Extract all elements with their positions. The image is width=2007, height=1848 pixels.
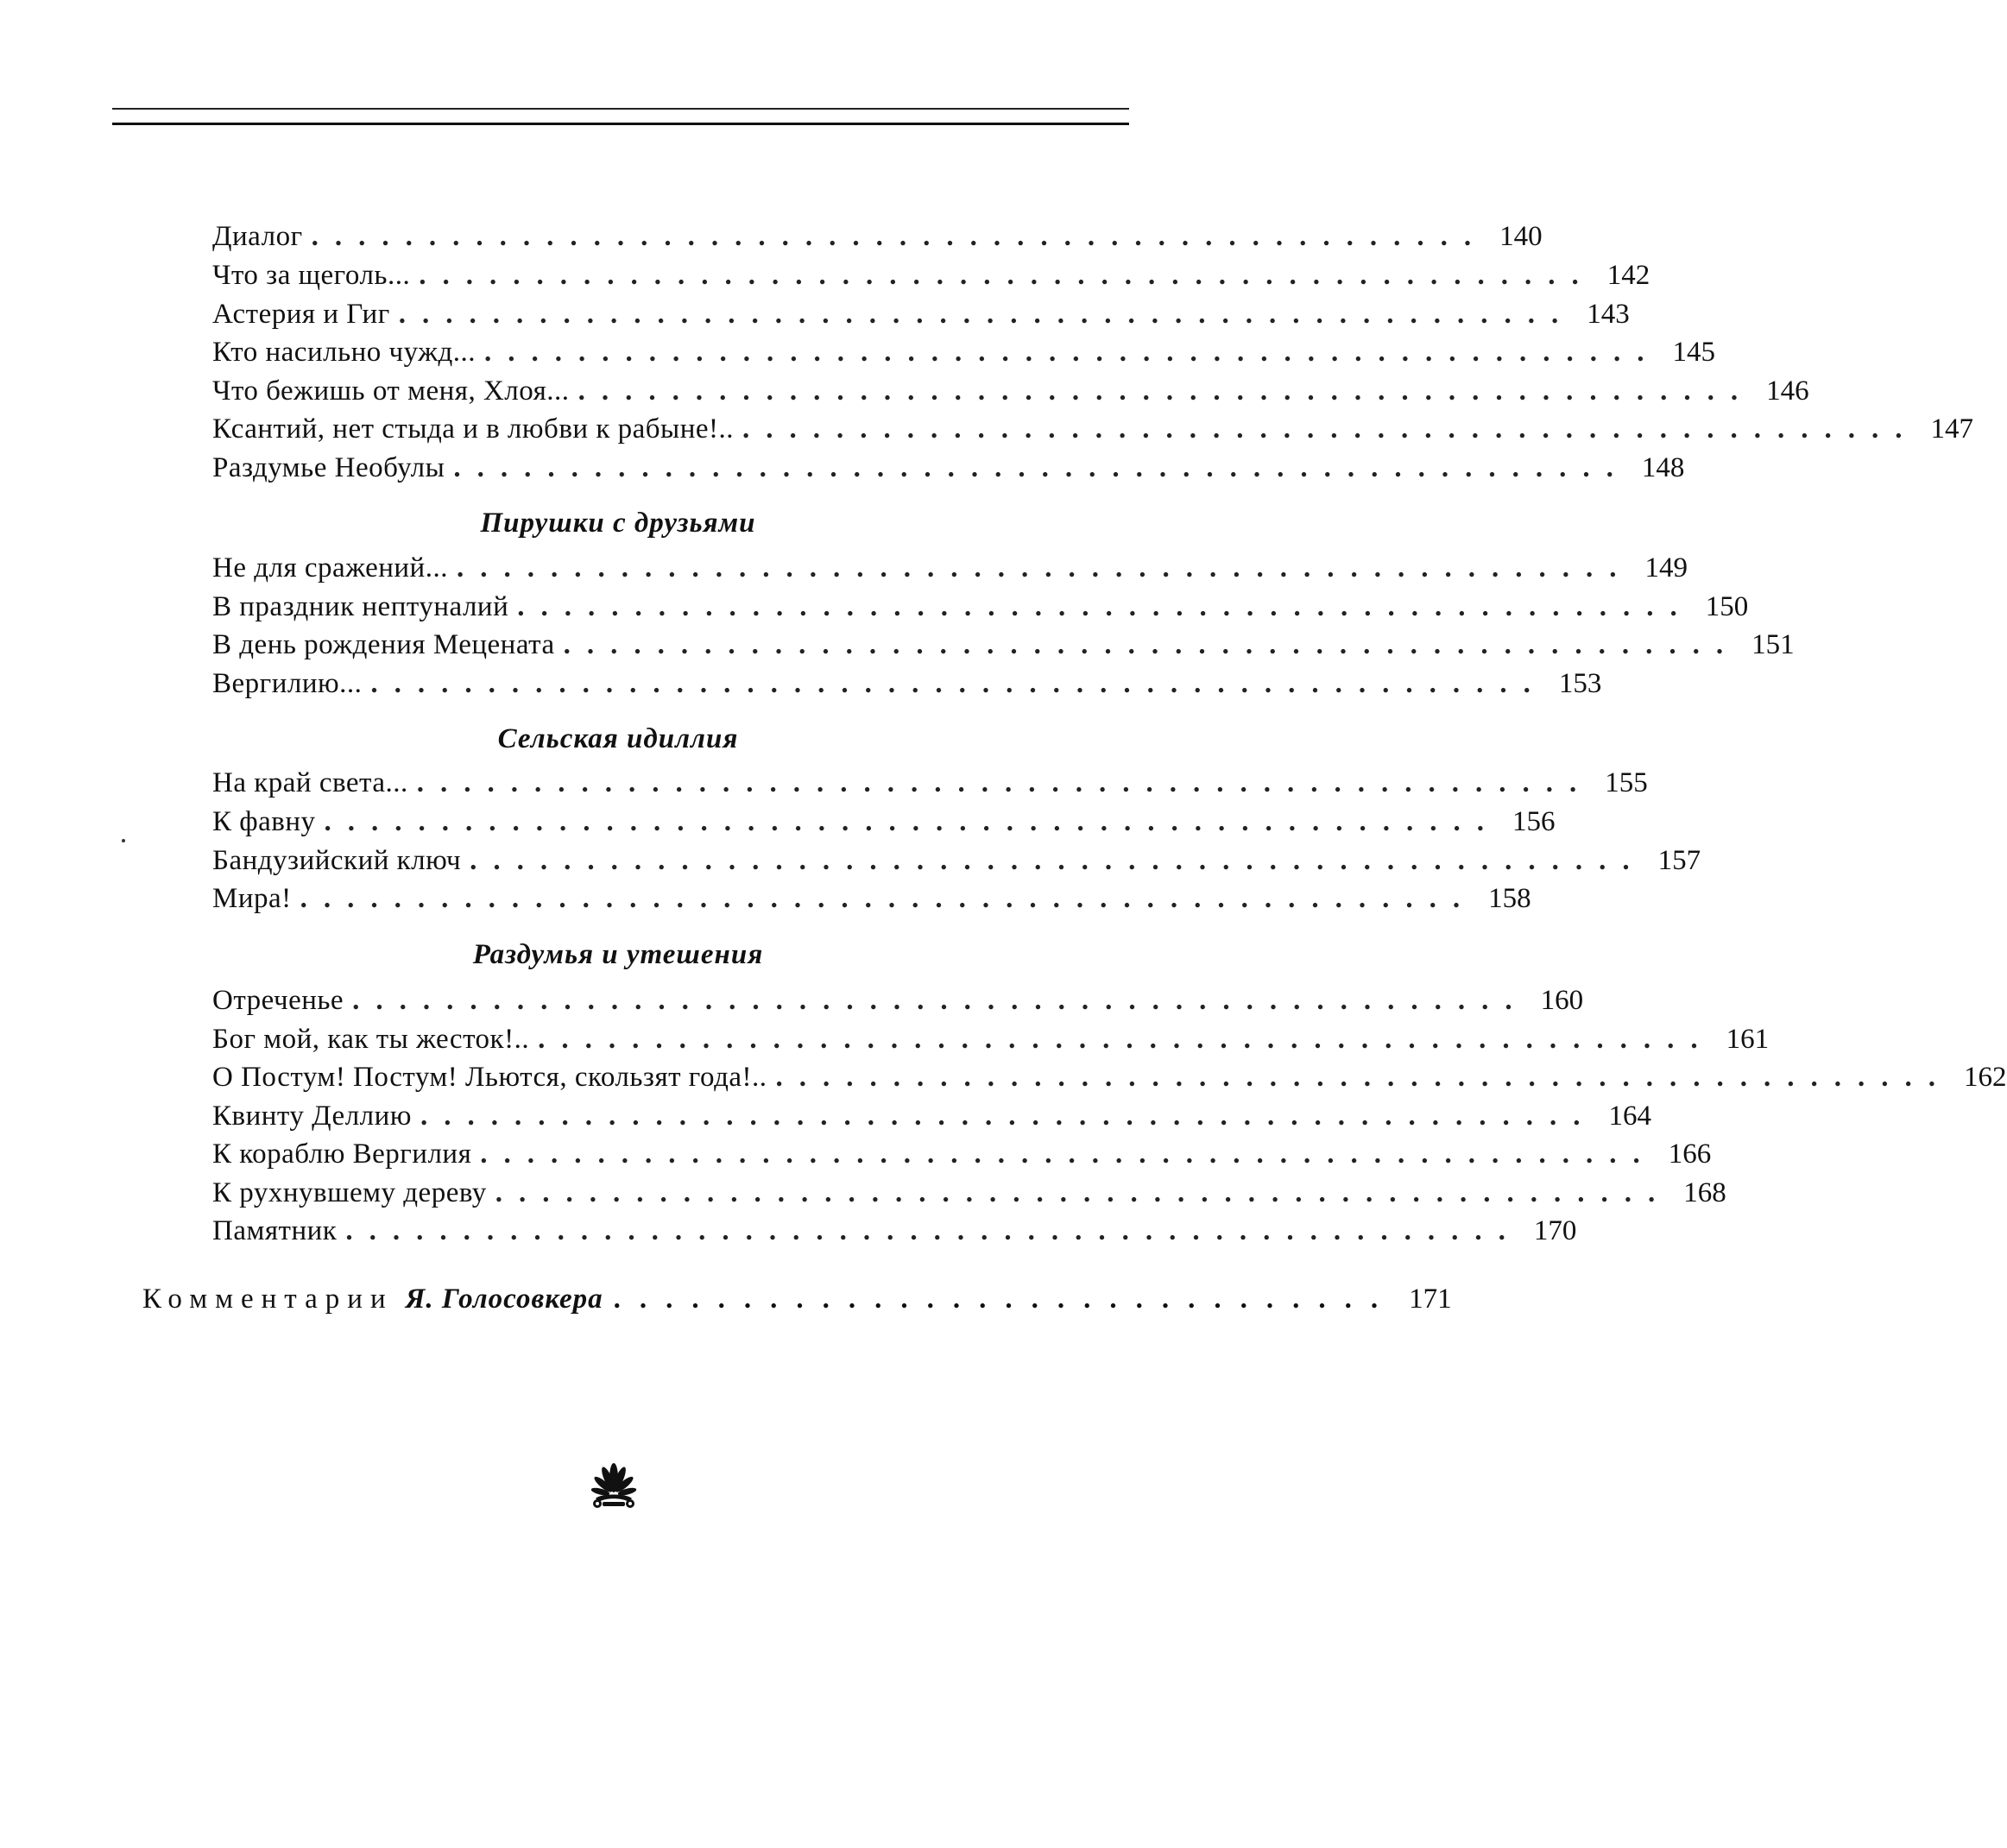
header-rule-thick	[112, 123, 1129, 125]
toc-entry-page: 140	[1499, 221, 1543, 252]
toc-entry-page: 148	[1641, 452, 1685, 483]
toc-entry[interactable]	[212, 880, 1531, 918]
toc-entry-page: 160	[1540, 985, 1584, 1016]
toc-entry[interactable]	[212, 764, 1648, 802]
toc-entry-title: Мира!	[212, 883, 292, 914]
section-heading: Сельская идиллия	[497, 723, 739, 754]
toc-entry-title: К кораблю Вергилия	[212, 1138, 472, 1170]
header-rule-thin	[112, 108, 1129, 110]
toc-entry-title: Кто насильно чужд...	[212, 337, 477, 368]
toc-entry-title: Бандузийский ключ	[212, 845, 462, 876]
dot-leader: ..................................................	[311, 221, 1488, 252]
toc-entry-title: Астерия и Гиг	[212, 299, 390, 330]
toc-entry-comments[interactable]	[142, 1279, 1452, 1319]
print-speck	[122, 839, 125, 842]
comments-label: Комментарии	[142, 1284, 394, 1315]
toc-entry[interactable]	[212, 665, 1602, 703]
toc-entry-title: Вергилию...	[212, 668, 363, 699]
toc-entry[interactable]	[212, 1097, 1651, 1135]
toc-entry-title: В день рождения Мецената	[212, 629, 555, 660]
toc-entry-page: 157	[1657, 845, 1701, 876]
toc-entry-page: 147	[1930, 413, 1974, 445]
toc-entry-title: Не для сражений...	[212, 552, 448, 583]
dot-leader: ..................................................	[484, 337, 1661, 368]
dot-leader: ..................................................	[416, 767, 1594, 798]
dot-leader: ..............................	[613, 1284, 1398, 1315]
toc-entry-page: 150	[1705, 591, 1749, 622]
toc-entry[interactable]	[212, 588, 1749, 626]
dot-leader: ..................................................	[517, 591, 1694, 622]
toc-entry-page: 146	[1766, 375, 1809, 407]
toc-entry[interactable]	[212, 842, 1701, 880]
dot-leader: ..................................................	[456, 552, 1633, 583]
dot-leader: ..................................................	[495, 1177, 1672, 1208]
toc-entry[interactable]	[212, 803, 1556, 841]
toc-entry-title: Раздумье Необулы	[212, 452, 445, 483]
toc-entry-page: 166	[1668, 1138, 1712, 1170]
dot-leader: ..................................................	[470, 845, 1646, 876]
toc-entry-page: 156	[1512, 806, 1556, 837]
toc-entry[interactable]	[212, 410, 1974, 448]
toc-entry[interactable]	[212, 1020, 1770, 1058]
dot-leader: ..................................................	[370, 668, 1547, 699]
toc-entry-page: 168	[1683, 1177, 1726, 1208]
toc-entry-page: 151	[1751, 629, 1795, 660]
toc-entry[interactable]	[212, 626, 1795, 664]
toc-entry-title: В праздник нептуналий	[212, 591, 509, 622]
toc-entry-title: Отреченье	[212, 985, 344, 1016]
toc-entry-title: К фавну	[212, 806, 316, 837]
dot-leader: ..................................................	[398, 299, 1575, 330]
section-heading: Пирушки с друзьями	[480, 508, 756, 539]
dot-leader: ..................................................	[352, 985, 1529, 1016]
toc-entry-title: О Постум! Постум! Льются, скользят года!..	[212, 1062, 767, 1093]
toc-entry-title: Квинту Деллию	[212, 1101, 412, 1132]
toc-entry[interactable]	[212, 333, 1716, 371]
palmette-ornament-icon	[585, 1460, 642, 1512]
toc-entry-page: 162	[1964, 1062, 2007, 1093]
toc-entry[interactable]	[212, 256, 1650, 294]
toc-entry-page: 142	[1606, 260, 1650, 291]
dot-leader: ..................................................	[420, 1101, 1597, 1132]
toc-entry-page: 171	[1409, 1284, 1452, 1315]
toc-entry-title: Памятник	[212, 1215, 338, 1246]
toc-entry[interactable]	[212, 449, 1685, 487]
dot-leader: ..................................................	[577, 375, 1755, 407]
toc-entry-page: 155	[1605, 767, 1648, 798]
dot-leader: ..................................................	[775, 1062, 1952, 1093]
toc-entry-title: Бог мой, как ты жесток!..	[212, 1024, 530, 1055]
dot-leader: ..................................................	[345, 1215, 1522, 1246]
toc-entry-page: 145	[1672, 337, 1716, 368]
dot-leader: ..................................................	[742, 413, 1919, 445]
toc-entry[interactable]	[212, 1174, 1726, 1212]
toc-entry-title: Что бежишь от меня, Хлоя...	[212, 375, 570, 407]
toc-entry-page: 170	[1533, 1215, 1577, 1246]
toc-entry[interactable]	[212, 1135, 1712, 1173]
toc-entry[interactable]	[212, 549, 1688, 587]
toc-entry-title: На край света...	[212, 767, 408, 798]
dot-leader: ..................................................	[538, 1024, 1714, 1055]
toc-entry[interactable]	[212, 1212, 1577, 1250]
toc-entry-title: Ксантий, нет стыда и в любви к рабыне!..	[212, 413, 735, 445]
toc-entry[interactable]	[212, 1058, 2007, 1096]
dot-leader: ..................................................	[453, 452, 1630, 483]
toc-entry-page: 164	[1608, 1101, 1651, 1132]
toc-entry-title: Диалог	[212, 221, 303, 252]
dot-leader: ..................................................	[419, 260, 1595, 291]
toc-entry[interactable]	[212, 372, 1809, 410]
toc-entry-page: 143	[1587, 299, 1630, 330]
toc-entry-page: 161	[1726, 1024, 1770, 1055]
toc-entry-page: 149	[1644, 552, 1688, 583]
dot-leader: ..................................................	[324, 806, 1501, 837]
dot-leader: ..................................................	[300, 883, 1477, 914]
dot-leader: ..................................................	[480, 1138, 1657, 1170]
section-heading: Раздумья и утешения	[472, 939, 764, 970]
toc-entry[interactable]	[212, 218, 1543, 255]
toc-entry-page: 153	[1558, 668, 1602, 699]
toc-entry[interactable]	[212, 981, 1584, 1019]
toc-entry[interactable]	[212, 295, 1630, 333]
comments-author: Я. Голосовкера	[405, 1284, 603, 1315]
toc-entry-title: Что за щеголь...	[212, 260, 411, 291]
dot-leader: ..................................................	[563, 629, 1740, 660]
toc-entry-title: К рухнувшему дереву	[212, 1177, 487, 1208]
toc-entry-page: 158	[1488, 883, 1531, 914]
